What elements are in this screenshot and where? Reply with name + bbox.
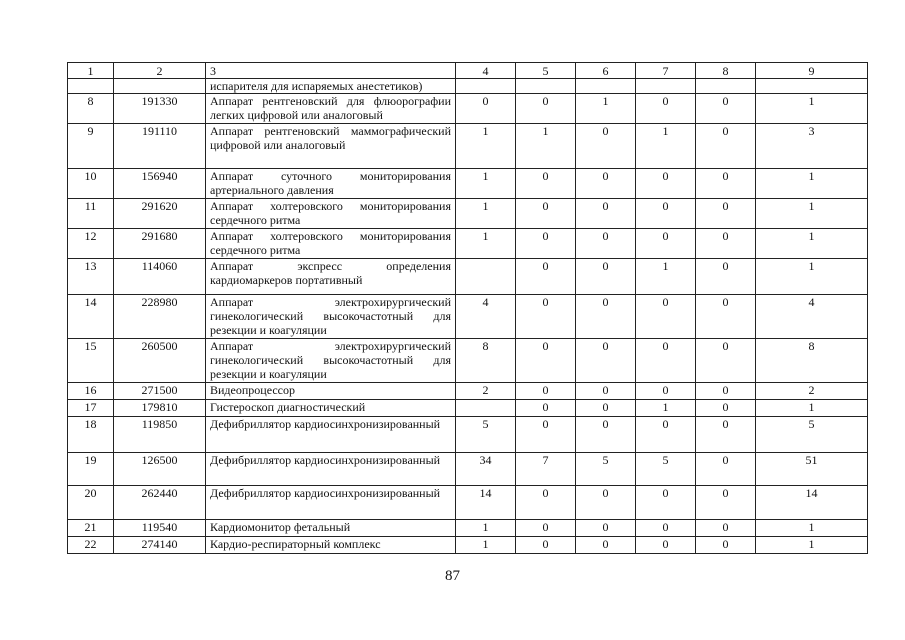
table-cell-col-1: 19 xyxy=(68,453,114,486)
table-cell-col-1: 8 xyxy=(68,94,114,124)
table-cell-col-8: 0 xyxy=(696,400,756,417)
table-cell-col-3: Аппарат рентгеновский маммографический цифровой или аналоговый xyxy=(206,124,456,169)
table-cell-col-5: 0 xyxy=(516,537,576,554)
table-row xyxy=(68,124,868,169)
table-cell-col-7: 0 xyxy=(636,417,696,453)
table-cell-col-1: 17 xyxy=(68,400,114,417)
table-cell-col-1 xyxy=(68,79,114,94)
table-cell-col-5: 0 xyxy=(516,520,576,537)
table-cell-col-5: 0 xyxy=(516,417,576,453)
table-cell-col-7 xyxy=(636,79,696,94)
table-cell-col-4: 0 xyxy=(456,94,516,124)
table-cell-col-9: 1 xyxy=(756,94,868,124)
table-cell-col-6: 6 xyxy=(576,63,636,79)
table-cell-col-2: 274140 xyxy=(114,537,206,554)
table-cell-col-3: Аппарат рентгеновский для флюорографии легких цифровой или аналоговый xyxy=(206,94,456,124)
table-cell-col-7: 1 xyxy=(636,124,696,169)
table-cell-col-4: 34 xyxy=(456,453,516,486)
table-cell-col-7: 0 xyxy=(636,339,696,383)
table-cell-col-7: 0 xyxy=(636,169,696,199)
table-row xyxy=(68,520,868,537)
table-cell-col-2: 291680 xyxy=(114,229,206,259)
table-cell-col-4: 1 xyxy=(456,229,516,259)
table-cell-col-2: 119850 xyxy=(114,417,206,453)
table-cell-col-5: 0 xyxy=(516,383,576,400)
table-cell-col-1: 14 xyxy=(68,295,114,339)
table-cell-col-6: 0 xyxy=(576,486,636,520)
column-number-row xyxy=(68,63,868,79)
table-cell-col-6 xyxy=(576,79,636,94)
table-cell-col-1: 12 xyxy=(68,229,114,259)
table-cell-col-3: Дефибриллятор кардиосинхронизированный xyxy=(206,453,456,486)
table-cell-col-8: 0 xyxy=(696,537,756,554)
table-cell-col-4: 4 xyxy=(456,295,516,339)
table-cell-col-5: 0 xyxy=(516,339,576,383)
table-cell-col-3: испарителя для испаряемых анестетиков) xyxy=(206,79,456,94)
table-cell-col-1: 21 xyxy=(68,520,114,537)
table-cell-col-7: 0 xyxy=(636,486,696,520)
table-row xyxy=(68,94,868,124)
table-cell-col-5 xyxy=(516,79,576,94)
table-cell-col-5: 0 xyxy=(516,259,576,295)
table-cell-col-3: Аппарат холтеровского мониторирования сердечного ритма xyxy=(206,229,456,259)
table-cell-col-1: 9 xyxy=(68,124,114,169)
table-cell-col-9: 1 xyxy=(756,199,868,229)
table-cell-col-8: 0 xyxy=(696,295,756,339)
table-cell-col-8: 0 xyxy=(696,339,756,383)
table-cell-col-2: 156940 xyxy=(114,169,206,199)
table-cell-col-7: 0 xyxy=(636,229,696,259)
table-body xyxy=(68,63,868,554)
equipment-table xyxy=(67,62,868,554)
table-cell-col-9: 5 xyxy=(756,417,868,453)
table-cell-col-8: 0 xyxy=(696,94,756,124)
table-cell-col-8: 0 xyxy=(696,486,756,520)
table-cell-col-8: 0 xyxy=(696,383,756,400)
table-cell-col-6: 1 xyxy=(576,94,636,124)
table-cell-col-2: 119540 xyxy=(114,520,206,537)
table-cell-col-6: 0 xyxy=(576,537,636,554)
table-cell-col-5: 0 xyxy=(516,169,576,199)
table-cell-col-3: Аппарат электрохирургический гинекологический высокочастотный для резекции и коагуляции xyxy=(206,295,456,339)
table-cell-col-6: 0 xyxy=(576,400,636,417)
table-cell-col-3: Аппарат экспресс определения кардиомаркеров портативный xyxy=(206,259,456,295)
table-cell-col-7: 0 xyxy=(636,199,696,229)
table-cell-col-5: 5 xyxy=(516,63,576,79)
table-row xyxy=(68,453,868,486)
table-cell-col-4: 1 xyxy=(456,520,516,537)
table-cell-col-2: 191110 xyxy=(114,124,206,169)
table-cell-col-1: 16 xyxy=(68,383,114,400)
table-cell-col-3: Кардио-респираторный комплекс xyxy=(206,537,456,554)
table-cell-col-9: 3 xyxy=(756,124,868,169)
table-cell-col-6: 0 xyxy=(576,199,636,229)
table-cell-col-8: 0 xyxy=(696,417,756,453)
table-cell-col-5: 0 xyxy=(516,295,576,339)
table-cell-col-1: 22 xyxy=(68,537,114,554)
table-cell-col-6: 0 xyxy=(576,295,636,339)
table-cell-col-6: 0 xyxy=(576,259,636,295)
table-cell-col-9 xyxy=(756,79,868,94)
table-cell-col-4 xyxy=(456,259,516,295)
table-cell-col-2: 271500 xyxy=(114,383,206,400)
table-row xyxy=(68,199,868,229)
table-cell-col-7: 1 xyxy=(636,400,696,417)
table-cell-col-7: 0 xyxy=(636,295,696,339)
table-row xyxy=(68,486,868,520)
table-cell-col-7: 0 xyxy=(636,383,696,400)
table-cell-col-9: 1 xyxy=(756,520,868,537)
table-cell-col-4: 1 xyxy=(456,124,516,169)
table-cell-col-9: 14 xyxy=(756,486,868,520)
table-row xyxy=(68,169,868,199)
table-row xyxy=(68,229,868,259)
table-cell-col-2 xyxy=(114,79,206,94)
table-row xyxy=(68,537,868,554)
table-cell-col-2: 2 xyxy=(114,63,206,79)
table-cell-col-1: 11 xyxy=(68,199,114,229)
table-cell-col-8: 0 xyxy=(696,124,756,169)
table-cell-col-9: 1 xyxy=(756,229,868,259)
table-cell-col-4 xyxy=(456,79,516,94)
table-cell-col-4: 1 xyxy=(456,199,516,229)
table-cell-col-9: 9 xyxy=(756,63,868,79)
table-cell-col-6: 0 xyxy=(576,339,636,383)
table-cell-col-2: 179810 xyxy=(114,400,206,417)
table-cell-col-9: 1 xyxy=(756,537,868,554)
table-row xyxy=(68,417,868,453)
table-cell-col-2: 191330 xyxy=(114,94,206,124)
table-cell-col-3: Гистероскоп диагностический xyxy=(206,400,456,417)
table-cell-col-8: 0 xyxy=(696,169,756,199)
table-cell-col-4: 1 xyxy=(456,169,516,199)
table-cell-col-6: 0 xyxy=(576,169,636,199)
table-cell-col-9: 4 xyxy=(756,295,868,339)
table-cell-col-5: 0 xyxy=(516,94,576,124)
table-cell-col-1: 18 xyxy=(68,417,114,453)
table-row xyxy=(68,295,868,339)
table-cell-col-3: Дефибриллятор кардиосинхронизированный xyxy=(206,417,456,453)
table-row xyxy=(68,339,868,383)
table-row xyxy=(68,259,868,295)
table-cell-col-7: 5 xyxy=(636,453,696,486)
table-cell-col-5: 0 xyxy=(516,199,576,229)
table-cell-col-3: Кардиомонитор фетальный xyxy=(206,520,456,537)
table-cell-col-5: 0 xyxy=(516,229,576,259)
table-cell-col-1: 1 xyxy=(68,63,114,79)
table-cell-col-4: 4 xyxy=(456,63,516,79)
table-cell-col-4: 5 xyxy=(456,417,516,453)
table-cell-col-7: 1 xyxy=(636,259,696,295)
table-cell-col-8: 8 xyxy=(696,63,756,79)
table-cell-col-5: 0 xyxy=(516,400,576,417)
page-number: 87 xyxy=(445,568,460,584)
table-cell-col-8: 0 xyxy=(696,520,756,537)
table-cell-col-2: 126500 xyxy=(114,453,206,486)
table-cell-col-3: Аппарат холтеровского мониторирования сердечного ритма xyxy=(206,199,456,229)
table-cell-col-6: 0 xyxy=(576,124,636,169)
table-cell-col-7: 0 xyxy=(636,94,696,124)
table-cell-col-4: 14 xyxy=(456,486,516,520)
table-cell-col-4: 2 xyxy=(456,383,516,400)
table-cell-col-8 xyxy=(696,79,756,94)
table-cell-col-3: Аппарат электрохирургический гинекологический высокочастотный для резекции и коагуляции xyxy=(206,339,456,383)
table-cell-col-3: 3 xyxy=(206,63,456,79)
table-cell-col-9: 1 xyxy=(756,400,868,417)
table-cell-col-8: 0 xyxy=(696,229,756,259)
table-cell-col-9: 1 xyxy=(756,169,868,199)
table-cell-col-1: 20 xyxy=(68,486,114,520)
table-cell-col-3: Аппарат суточного мониторирования артериального давления xyxy=(206,169,456,199)
table-cell-col-5: 0 xyxy=(516,486,576,520)
table-cell-col-9: 8 xyxy=(756,339,868,383)
table-cell-col-9: 1 xyxy=(756,259,868,295)
table-cell-col-9: 51 xyxy=(756,453,868,486)
table-cell-col-1: 13 xyxy=(68,259,114,295)
table-cell-col-8: 0 xyxy=(696,199,756,229)
table-cell-col-2: 262440 xyxy=(114,486,206,520)
table-cell-col-8: 0 xyxy=(696,453,756,486)
table-cell-col-4 xyxy=(456,400,516,417)
table-cell-col-3: Дефибриллятор кардиосинхронизированный xyxy=(206,486,456,520)
table-cell-col-1: 10 xyxy=(68,169,114,199)
table-cell-col-7: 0 xyxy=(636,520,696,537)
table-cell-col-5: 1 xyxy=(516,124,576,169)
table-cell-col-2: 291620 xyxy=(114,199,206,229)
table-cell-col-8: 0 xyxy=(696,259,756,295)
table-cell-col-5: 7 xyxy=(516,453,576,486)
table-cell-col-6: 0 xyxy=(576,383,636,400)
table-cell-col-7: 0 xyxy=(636,537,696,554)
table-cell-col-4: 1 xyxy=(456,537,516,554)
table-cell-col-6: 0 xyxy=(576,520,636,537)
table-cell-col-4: 8 xyxy=(456,339,516,383)
table-cell-col-6: 0 xyxy=(576,229,636,259)
table-cell-col-2: 114060 xyxy=(114,259,206,295)
table-cell-col-6: 5 xyxy=(576,453,636,486)
table-cell-col-2: 260500 xyxy=(114,339,206,383)
table-cell-col-2: 228980 xyxy=(114,295,206,339)
table-row xyxy=(68,400,868,417)
table-cell-col-6: 0 xyxy=(576,417,636,453)
table-row xyxy=(68,383,868,400)
table-cell-col-3: Видеопроцессор xyxy=(206,383,456,400)
table-cell-col-1: 15 xyxy=(68,339,114,383)
continuation-row xyxy=(68,79,868,94)
table-cell-col-9: 2 xyxy=(756,383,868,400)
table-cell-col-7: 7 xyxy=(636,63,696,79)
